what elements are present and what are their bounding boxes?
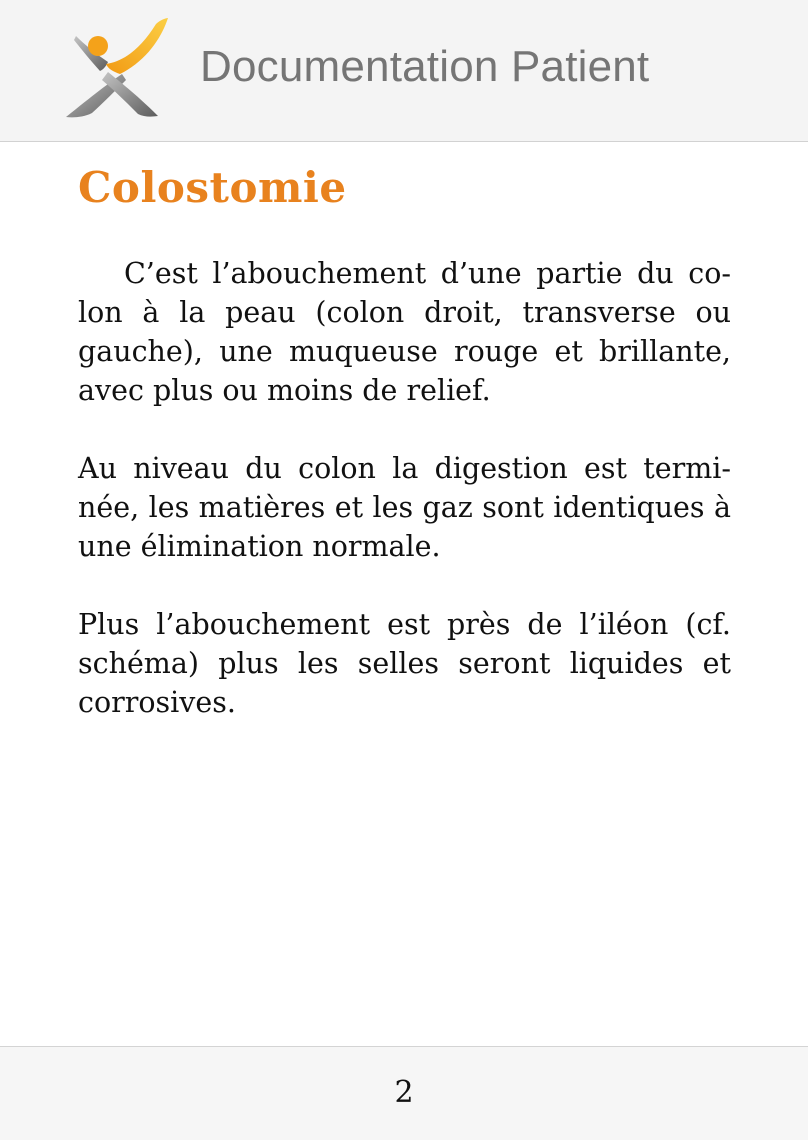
paragraph: Plus l’abouchement est près de l’iléon (cf. schéma) plus les selles seront liquides et corrosives.	[78, 608, 731, 719]
person-figure-logo-icon	[62, 16, 172, 120]
page-number: 2	[394, 1075, 414, 1110]
page-header	[0, 0, 808, 142]
article	[78, 160, 731, 722]
paragraph: Au niveau du colon la digestion est terminée, les matières et les gaz sont identiques à une élimination normale.	[78, 452, 731, 563]
page-footer	[0, 1046, 808, 1140]
paragraph: C’est l’abouchement d’une partie du colon à la peau (colon droit, transverse ou gauche), une muqueuse rouge et brillante, avec plus ou moins de relief.	[78, 257, 731, 407]
page-title: Colostomie	[78, 163, 347, 212]
header-title: Documentation Patient	[200, 42, 650, 91]
